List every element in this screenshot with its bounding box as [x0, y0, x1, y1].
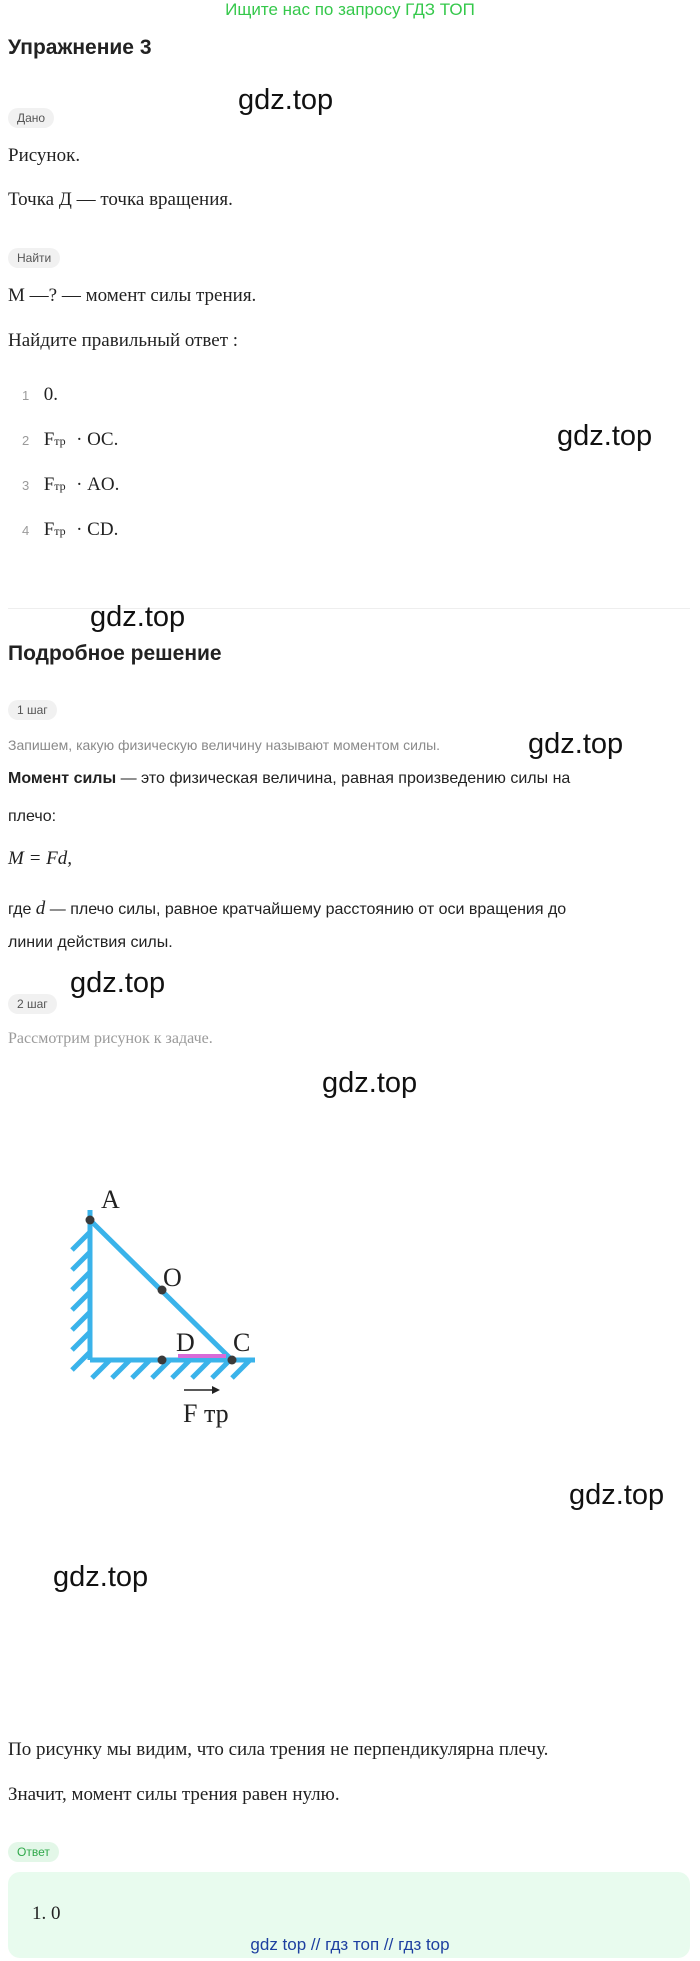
label-o: O — [163, 1263, 182, 1292]
exercise-title: Упражнение 3 — [8, 36, 152, 59]
option-force: F — [43, 474, 55, 495]
watermark: gdz.top — [238, 84, 334, 116]
where-prefix: где — [8, 901, 36, 918]
find-line-1: М —? — момент силы трения. — [8, 285, 257, 306]
watermark: gdz.top — [322, 1067, 418, 1099]
option-2 — [22, 429, 118, 451]
search-banner[interactable]: Ищите нас по запросу ГДЗ ТОП — [225, 0, 475, 19]
option-force-sub: тр — [54, 524, 66, 538]
where-line-2: линии действия силы. — [8, 934, 173, 951]
label-a: A — [101, 1185, 120, 1214]
option-number: 4 — [22, 523, 30, 538]
option-1 — [22, 384, 58, 406]
answer-tag: Ответ — [8, 1842, 59, 1862]
footer-links[interactable]: gdz top // гдз топ // гдз top — [250, 1935, 450, 1954]
given-line-1: Рисунок. — [8, 145, 81, 166]
given-tag: Дано — [8, 108, 54, 128]
point-a — [86, 1216, 95, 1225]
option-number: 3 — [22, 478, 30, 493]
solution-title: Подробное решение — [8, 642, 222, 665]
conclusion-line-1: По рисунку мы видим, что сила трения не перпендикулярна плечу. — [8, 1739, 549, 1760]
definition-line-1 — [8, 770, 570, 788]
where-symbol: d — [35, 898, 46, 919]
lever-diagram — [0, 1160, 700, 1460]
watermark: gdz.top — [90, 601, 186, 633]
answer-text: 1. 0 — [32, 1903, 61, 1924]
option-force-sub: тр — [54, 479, 66, 493]
option-number: 1 — [22, 388, 30, 403]
point-d — [158, 1356, 167, 1365]
definition-text: — это физическая величина, равная произведению силы на — [116, 770, 571, 787]
option-text: · AO. — [76, 474, 120, 495]
label-force: F тр — [183, 1399, 229, 1428]
given-line-2: Точка Д — точка вращения. — [8, 189, 233, 210]
watermark: gdz.top — [53, 1561, 149, 1593]
find-line-2: Найдите правильный ответ : — [8, 330, 239, 351]
step-1-tag: 1 шаг — [8, 700, 57, 720]
where-line-1 — [8, 898, 566, 920]
watermark: gdz.top — [70, 967, 166, 999]
watermark: gdz.top — [569, 1479, 665, 1511]
where-text: — плечо силы, равное кратчайшему расстоянию от оси вращения до — [45, 901, 567, 918]
step-2-tag: 2 шаг — [8, 994, 57, 1014]
label-d: D — [176, 1328, 195, 1357]
label-c: C — [233, 1328, 251, 1357]
definition-term: Момент силы — [8, 770, 117, 787]
definition-line-2: плечо: — [8, 808, 57, 825]
step-1-intro: Запишем, какую физическую величину называют моментом силы. — [8, 737, 441, 753]
option-4 — [22, 519, 118, 541]
watermark: gdz.top — [528, 728, 624, 760]
option-text: · CD. — [76, 519, 119, 540]
option-force: F — [43, 519, 55, 540]
conclusion-line-2: Значит, момент силы трения равен нулю. — [8, 1784, 340, 1805]
option-text: · OC. — [76, 429, 119, 450]
option-number: 2 — [22, 433, 30, 448]
find-tag: Найти — [8, 248, 60, 268]
option-text: 0. — [43, 384, 58, 405]
option-3 — [22, 474, 119, 496]
option-force-sub: тр — [54, 434, 66, 448]
force-arrow-head — [212, 1386, 220, 1394]
step-2-intro: Рассмотрим рисунок к задаче. — [8, 1030, 213, 1047]
watermark: gdz.top — [557, 420, 653, 452]
moment-formula: M = Fd, — [8, 848, 73, 869]
option-force: F — [43, 429, 55, 450]
